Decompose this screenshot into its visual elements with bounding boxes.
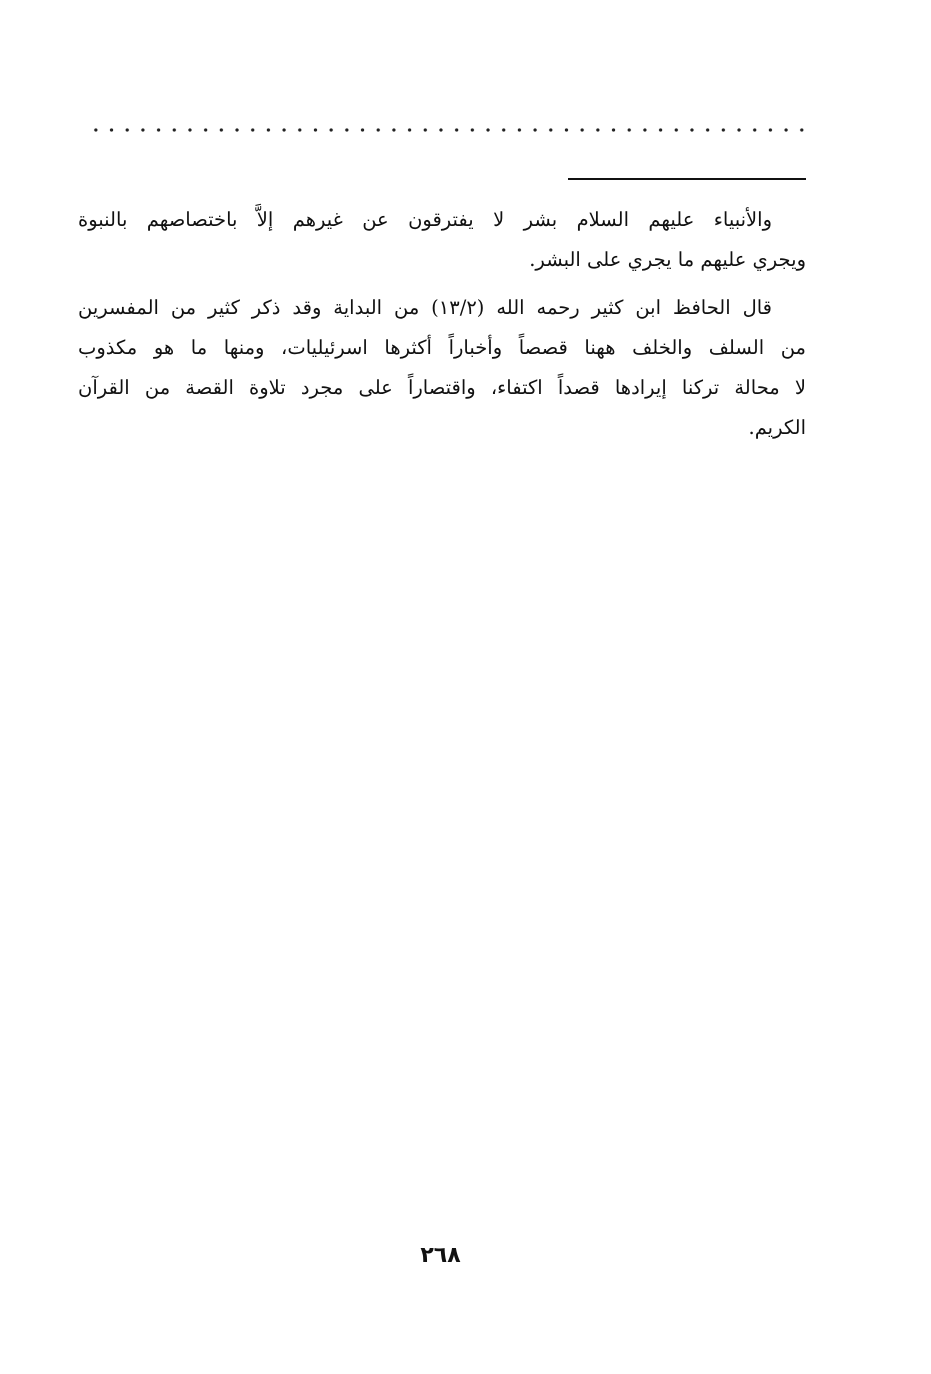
text-line: ويجري عليهم ما يجري على البشر. [529, 248, 806, 271]
text-line: من السلف والخلف ههنا قصصاً وأخباراً أكثرها اسرئيليات، ومنها ما هو مكذوب [78, 336, 806, 359]
body-text [78, 200, 806, 456]
paragraph-prophets [78, 200, 806, 280]
paragraph-ibn-kathir [78, 288, 806, 448]
text-line: والأنبياء عليهم السلام بشر لا يفترقون عن غيرهم إلاَّ باختصاصهم بالنبوة [78, 208, 772, 231]
text-line: قال الحافظ ابن كثير رحمه الله (١٣/٢) من البداية وقد ذكر كثير من المفسرين [78, 296, 772, 319]
page-number: ٢٦٨ [420, 1243, 461, 1268]
dotted-separator [88, 127, 804, 133]
text-line: لا محالة تركنا إيرادها قصداً اكتفاء، واقتصاراً على مجرد تلاوة القصة من القرآن [78, 376, 806, 399]
text-line: الكريم. [748, 416, 806, 439]
footnote-rule [568, 178, 806, 180]
